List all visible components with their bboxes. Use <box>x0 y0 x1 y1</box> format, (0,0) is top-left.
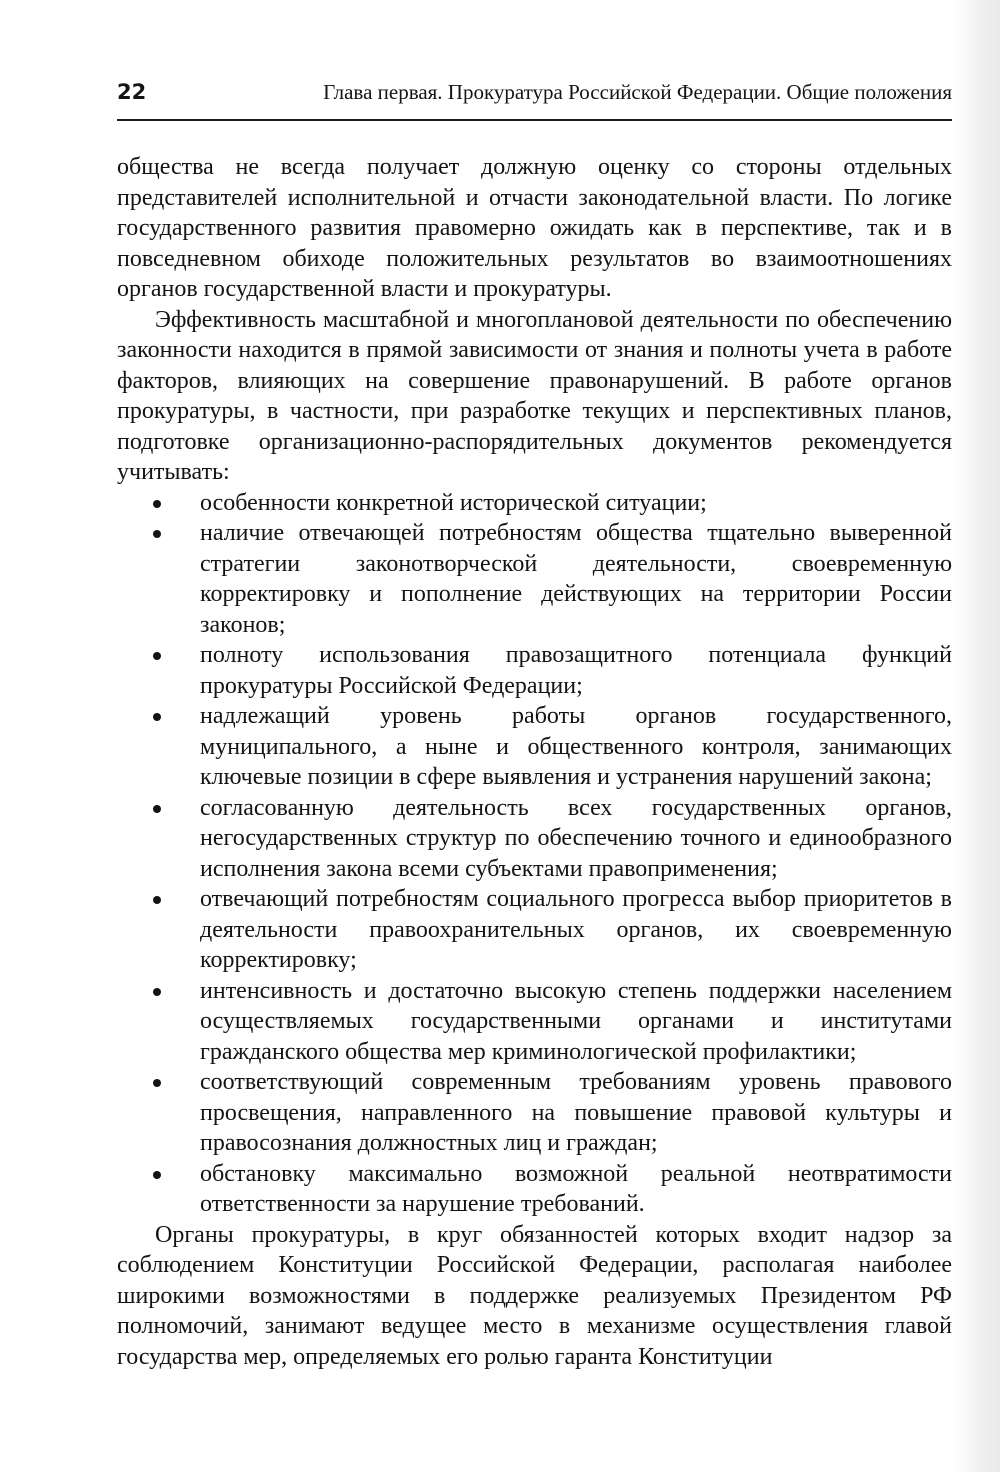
list-item-text: интенсивность и достаточно высокую степень поддержки населением осуществляемых государственными органами и институтами гражданского общества мер криминологической профилактики; <box>200 977 952 1065</box>
list-item <box>117 640 952 701</box>
list-item <box>117 793 952 885</box>
paragraph-continuation: общества не всегда получает должную оценку со стороны отдельных представителей исполнительной и отчасти законодательной власти. По логике государственного развития правомерно ожидать как в перспективе, так и в повседневном обиходе положительных результатов во взаимоотношениях органов государственной власти и прокуратуры. <box>117 154 952 302</box>
bullet-icon <box>153 1171 161 1179</box>
list-item <box>117 976 952 1068</box>
list-item <box>117 518 952 640</box>
list-item-text: обстановку максимально возможной реальной неотвратимости ответственности за нарушение требований. <box>200 1160 952 1217</box>
list-item <box>117 701 952 793</box>
list-item-text: отвечающий потребностям социального прогресса выбор приоритетов в деятельности правоохранительных органов, их своевременную корректировку; <box>200 886 952 973</box>
bullet-icon <box>153 988 161 996</box>
page-body <box>117 152 952 1372</box>
bullet-icon <box>153 1079 161 1087</box>
list-item <box>117 1067 952 1159</box>
factors-list <box>117 488 952 1220</box>
bullet-icon <box>153 713 161 721</box>
list-item-text: полноту использования правозащитного потенциала функций прокуратуры Российской Федерации; <box>200 642 952 699</box>
bullet-icon <box>153 500 161 508</box>
running-title: Глава первая. Прокуратура Российской Федерации. Общие положения <box>323 80 952 104</box>
list-item-text: наличие отвечающей потребностям общества тщательно выверенной стратегии законотворческой деятельности, своевременную корректировку и пополнение действующих на территории России законов; <box>200 520 952 638</box>
list-item-text: надлежащий уровень работы органов государственного, муниципального, а ныне и общественного контроля, занимающих ключевые позиции в сфере выявления и устранения нарушений закона; <box>200 703 952 790</box>
bullet-icon <box>153 652 161 660</box>
list-item <box>117 884 952 976</box>
page-header <box>117 77 952 107</box>
paragraph-effectiveness: Эффективность масштабной и многоплановой деятельности по обеспечению законности находится в прямой зависимости от знания и полноты учета в работе факторов, влияющих на совершение правонарушений. В работе органов прокуратуры, в частности, при разработке текущих и перспективных планов, подготовке организационно-распорядительных документов рекомендуется учитывать: <box>117 306 952 485</box>
page-edge-shadow <box>954 0 1000 1472</box>
bullet-icon <box>153 896 161 904</box>
bullet-icon <box>153 530 161 538</box>
list-item <box>117 488 952 519</box>
list-item <box>117 1159 952 1220</box>
bullet-icon <box>153 805 161 813</box>
list-item-text: соответствующий современным требованиям уровень правового просвещения, направленного на повышение правовой культуры и правосознания должностных лиц и граждан; <box>200 1069 952 1156</box>
paragraph-prosecution-organs: Органы прокуратуры, в круг обязанностей которых входит надзор за соблюдением Конституции Российской Федерации, располагая наиболее широкими возможностями в поддержке реализуемых Президентом РФ полномочий, занимают ведущее место в механизме осуществления главой государства мер, определяемых его ролью гаранта Конституции <box>117 1221 952 1370</box>
list-item-text: согласованную деятельность всех государственных органов, негосударственных структур по обеспечению точного и единообразного исполнения закона всеми субъектами правоприменения; <box>200 794 952 882</box>
list-item-text: особенности конкретной исторической ситуации; <box>200 489 707 516</box>
page-number: 22 <box>117 80 147 104</box>
header-divider <box>117 119 952 121</box>
